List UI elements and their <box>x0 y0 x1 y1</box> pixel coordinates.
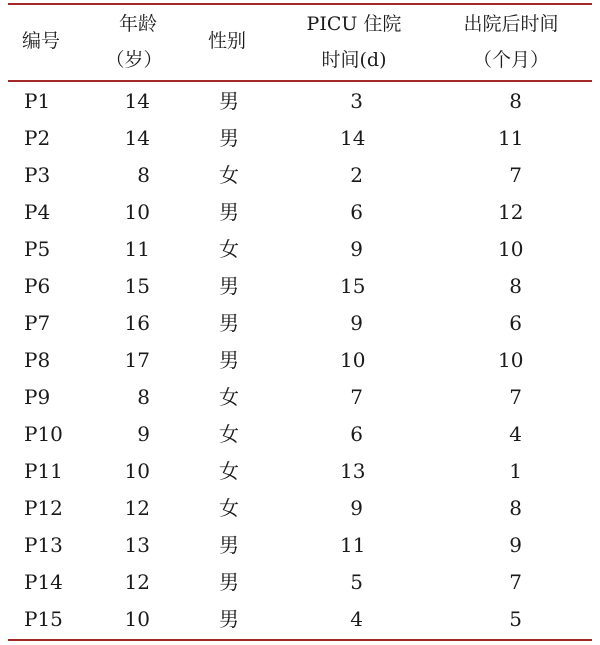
cell-sex: 女 <box>219 385 239 409</box>
cell-picu-days: 9 <box>350 496 363 520</box>
header-picu-line2: 时间(d) <box>321 49 387 71</box>
cell-months-after: 8 <box>509 89 522 113</box>
cell-age: 17 <box>124 348 150 372</box>
header-rule <box>8 80 592 82</box>
cell-sex: 男 <box>219 607 239 631</box>
cell-id: P6 <box>24 274 51 298</box>
cell-age: 10 <box>124 459 150 483</box>
cell-picu-days: 10 <box>340 348 366 372</box>
cell-age: 10 <box>124 607 150 631</box>
cell-sex: 男 <box>219 274 239 298</box>
cell-age: 12 <box>124 570 150 594</box>
cell-age: 14 <box>124 89 150 113</box>
table-row <box>0 416 600 453</box>
cell-sex: 男 <box>219 89 239 113</box>
header-picu <box>300 6 408 78</box>
cell-sex: 女 <box>219 163 239 187</box>
table-row <box>0 83 600 120</box>
cell-id: P14 <box>24 570 63 594</box>
cell-id: P9 <box>24 385 51 409</box>
cell-id: P8 <box>24 348 51 372</box>
cell-sex: 男 <box>219 126 239 150</box>
table-row <box>0 379 600 416</box>
cell-age: 16 <box>124 311 150 335</box>
cell-months-after: 8 <box>509 274 522 298</box>
cell-id: P15 <box>24 607 63 631</box>
table-row <box>0 268 600 305</box>
cell-age: 13 <box>124 533 150 557</box>
cell-id: P12 <box>24 496 63 520</box>
table-row <box>0 527 600 564</box>
cell-picu-days: 9 <box>350 237 363 261</box>
cell-months-after: 12 <box>498 200 524 224</box>
cell-months-after: 1 <box>509 459 522 483</box>
cell-picu-days: 7 <box>350 385 363 409</box>
cell-sex: 男 <box>219 200 239 224</box>
header-picu-line1: PICU 住院 <box>306 13 402 35</box>
table-row <box>0 601 600 638</box>
cell-sex: 男 <box>219 533 239 557</box>
cell-months-after: 9 <box>509 533 522 557</box>
cell-picu-days: 14 <box>340 126 366 150</box>
cell-age: 14 <box>124 126 150 150</box>
table-row <box>0 157 600 194</box>
cell-age: 8 <box>137 163 150 187</box>
cell-age: 9 <box>137 422 150 446</box>
cell-months-after: 11 <box>498 126 524 150</box>
cell-months-after: 4 <box>509 422 522 446</box>
cell-age: 15 <box>124 274 150 298</box>
cell-id: P1 <box>24 89 51 113</box>
cell-id: P3 <box>24 163 51 187</box>
cell-picu-days: 2 <box>350 163 363 187</box>
table-row <box>0 564 600 601</box>
header-months-after-line1: 出院后时间 <box>463 13 559 35</box>
cell-months-after: 7 <box>509 570 522 594</box>
table-row <box>0 194 600 231</box>
cell-months-after: 5 <box>509 607 522 631</box>
cell-id: P5 <box>24 237 51 261</box>
table-row <box>0 453 600 490</box>
header-months-after <box>455 6 567 78</box>
table-row <box>0 231 600 268</box>
cell-id: P11 <box>24 459 63 483</box>
cell-picu-days: 11 <box>340 533 366 557</box>
cell-id: P4 <box>24 200 51 224</box>
cell-sex: 男 <box>219 311 239 335</box>
cell-months-after: 10 <box>498 237 524 261</box>
cell-picu-days: 13 <box>340 459 366 483</box>
header-age-line2: （岁） <box>105 49 163 71</box>
cell-months-after: 7 <box>509 385 522 409</box>
cell-sex: 男 <box>219 348 239 372</box>
cell-picu-days: 15 <box>340 274 366 298</box>
cell-sex: 女 <box>219 237 239 261</box>
cell-age: 8 <box>137 385 150 409</box>
cell-picu-days: 4 <box>350 607 363 631</box>
header-months-after-line2: （个月） <box>472 49 549 71</box>
cell-picu-days: 9 <box>350 311 363 335</box>
cell-id: P13 <box>24 533 63 557</box>
cell-id: P7 <box>24 311 51 335</box>
cell-months-after: 8 <box>509 496 522 520</box>
table-row <box>0 490 600 527</box>
cell-id: P2 <box>24 126 51 150</box>
table-row <box>0 342 600 379</box>
cell-picu-days: 6 <box>350 422 363 446</box>
header-sex: 性别 <box>208 30 247 52</box>
cell-months-after: 10 <box>498 348 524 372</box>
cell-picu-days: 3 <box>350 89 363 113</box>
table-row <box>0 305 600 342</box>
cell-age: 12 <box>124 496 150 520</box>
header-age-line1: 年龄 <box>118 13 157 35</box>
cell-sex: 女 <box>219 496 239 520</box>
header-id: 编号 <box>22 30 61 52</box>
cell-id: P10 <box>24 422 63 446</box>
cell-picu-days: 6 <box>350 200 363 224</box>
table-row <box>0 120 600 157</box>
table-top-rule <box>8 3 592 5</box>
cell-age: 11 <box>124 237 150 261</box>
cell-age: 10 <box>124 200 150 224</box>
cell-sex: 女 <box>219 422 239 446</box>
cell-picu-days: 5 <box>350 570 363 594</box>
cell-months-after: 7 <box>509 163 522 187</box>
table-bottom-rule <box>8 639 592 641</box>
header-age <box>105 6 164 78</box>
cell-months-after: 6 <box>509 311 522 335</box>
cell-sex: 女 <box>219 459 239 483</box>
cell-sex: 男 <box>219 570 239 594</box>
